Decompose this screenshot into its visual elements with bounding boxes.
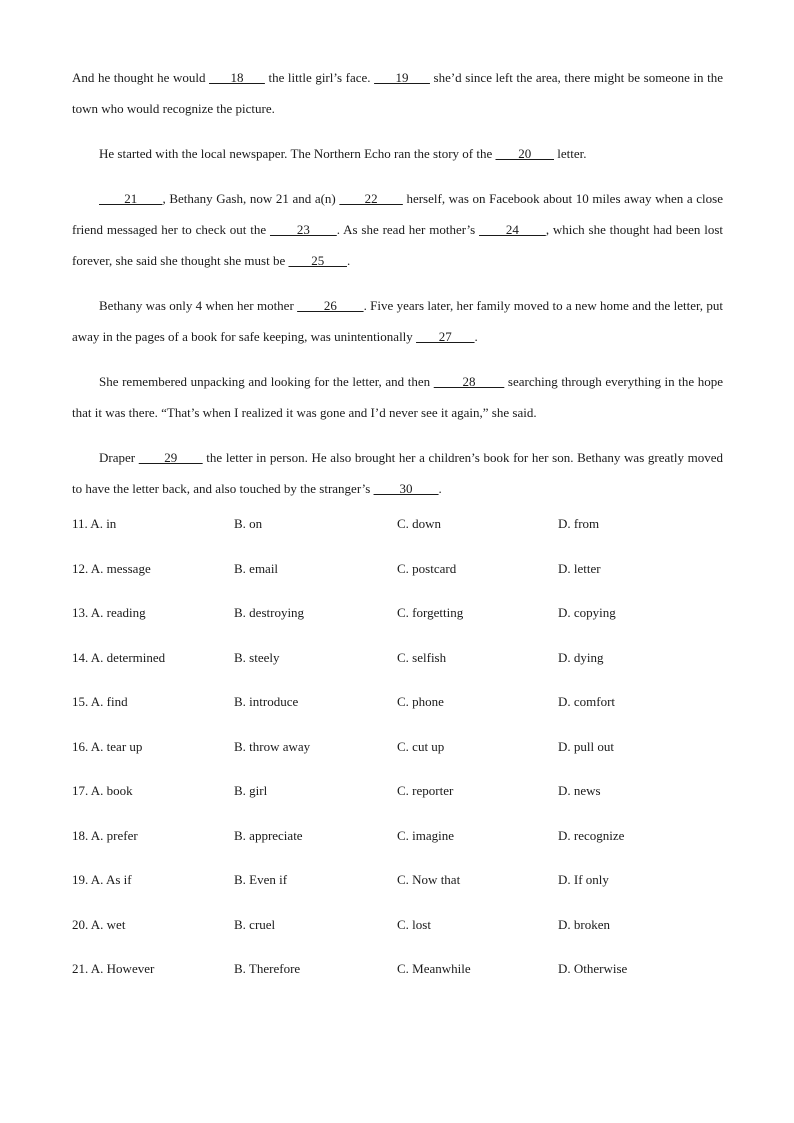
option-d: D. letter bbox=[558, 560, 601, 576]
passage-text: And he thought he would bbox=[72, 70, 210, 85]
option-b: B. Even if bbox=[234, 872, 288, 887]
answer-blank: 26 bbox=[297, 298, 364, 313]
question-row bbox=[72, 739, 723, 784]
option-c: C. down bbox=[397, 516, 442, 531]
option-a: 11. A. in bbox=[72, 516, 117, 531]
passage-text: He started with the local newspaper. The Northern Echo ran the story of the bbox=[99, 146, 496, 161]
passage-text: the little girl’s face. bbox=[264, 70, 375, 85]
passage-text: she’d since left the area, there might be someone in the town who would recognize the picture. bbox=[72, 70, 724, 116]
option-c: C. reporter bbox=[397, 783, 454, 798]
passage-text: letter. bbox=[554, 146, 587, 161]
passage-paragraph bbox=[72, 442, 723, 504]
passage-paragraph bbox=[72, 366, 723, 428]
option-a: 12. A. message bbox=[72, 560, 151, 576]
option-a: 19. A. As if bbox=[72, 872, 132, 887]
answer-options bbox=[72, 516, 723, 1006]
option-b: B. steely bbox=[234, 649, 280, 665]
passage-text: . As she read her mother’s bbox=[336, 222, 480, 237]
option-a: 14. A. determined bbox=[72, 649, 166, 665]
option-b: B. girl bbox=[234, 783, 268, 798]
passage-text: . bbox=[474, 329, 478, 344]
passage bbox=[72, 62, 723, 518]
question-row bbox=[72, 828, 723, 873]
question-row bbox=[72, 917, 723, 962]
option-c: C. phone bbox=[397, 694, 444, 709]
question-row bbox=[72, 605, 723, 650]
passage-text: herself, was on Facebook about 10 miles away when a close friend messaged her to check out the bbox=[72, 191, 723, 237]
passage-text: . bbox=[346, 253, 351, 268]
passage-text: searching through everything in the hope that it was there. “That’s when I realized it was gone and I’d never see it again,” she said. bbox=[72, 374, 724, 420]
answer-blank: 20 bbox=[495, 146, 554, 161]
option-b: B. Therefore bbox=[234, 961, 301, 976]
passage-text: , Bethany Gash, now 21 and a(n) bbox=[162, 191, 340, 206]
answer-blank: 28 bbox=[433, 374, 505, 389]
option-a: 20. A. wet bbox=[72, 916, 126, 932]
option-a: 17. A. book bbox=[72, 783, 133, 798]
option-d: D. copying bbox=[558, 605, 616, 620]
option-d: D. If only bbox=[558, 872, 609, 887]
answer-blank: 22 bbox=[339, 191, 403, 206]
passage-text: Draper bbox=[99, 450, 139, 465]
passage-text: , which she thought had been lost forever, she said she thought she must be bbox=[72, 222, 724, 268]
option-c: C. imagine bbox=[397, 827, 455, 843]
option-d: D. dying bbox=[558, 649, 604, 665]
option-d: D. comfort bbox=[558, 694, 616, 709]
question-row bbox=[72, 872, 723, 917]
option-d: D. from bbox=[558, 516, 600, 531]
option-b: B. introduce bbox=[234, 694, 299, 709]
option-a: 13. A. reading bbox=[72, 605, 146, 620]
answer-blank: 23 bbox=[269, 222, 337, 237]
answer-blank: 19 bbox=[374, 70, 430, 85]
passage-paragraph bbox=[72, 290, 723, 352]
question-row bbox=[72, 694, 723, 739]
option-b: B. email bbox=[234, 560, 279, 576]
answer-blank: 30 bbox=[373, 481, 439, 496]
option-b: B. destroying bbox=[234, 605, 305, 620]
option-a: 21. A. However bbox=[72, 961, 155, 976]
passage-paragraph bbox=[72, 183, 723, 276]
answer-blank: 27 bbox=[416, 329, 475, 344]
passage-text: . Five years later, her family moved to a new home and the letter, put away in the pages of a book for safe keeping, was unintentionally bbox=[72, 298, 723, 344]
passage-text: She remembered unpacking and looking for the letter, and then bbox=[99, 374, 434, 389]
passage-text: Bethany was only 4 when her mother bbox=[99, 298, 298, 313]
option-c: C. postcard bbox=[397, 560, 457, 576]
option-d: D. news bbox=[558, 783, 601, 798]
option-d: D. recognize bbox=[558, 827, 625, 843]
option-c: C. Now that bbox=[397, 872, 461, 887]
option-d: D. broken bbox=[558, 916, 610, 932]
option-b: B. on bbox=[234, 516, 263, 531]
question-row bbox=[72, 516, 723, 561]
answer-blank: 24 bbox=[479, 222, 546, 237]
option-a: 18. A. prefer bbox=[72, 827, 138, 843]
option-c: C. lost bbox=[397, 916, 431, 932]
option-a: 15. A. find bbox=[72, 694, 128, 709]
passage-paragraph bbox=[72, 138, 723, 169]
option-a: 16. A. tear up bbox=[72, 738, 143, 754]
option-b: B. throw away bbox=[234, 738, 311, 754]
option-c: C. Meanwhile bbox=[397, 961, 471, 976]
option-c: C. forgetting bbox=[397, 605, 464, 620]
question-row bbox=[72, 783, 723, 828]
option-d: D. pull out bbox=[558, 738, 614, 754]
question-row bbox=[72, 650, 723, 695]
question-row bbox=[72, 961, 723, 1006]
option-c: C. cut up bbox=[397, 738, 445, 754]
option-d: D. Otherwise bbox=[558, 961, 628, 976]
passage-text: . bbox=[438, 481, 442, 496]
question-row bbox=[72, 561, 723, 606]
answer-blank: 29 bbox=[138, 450, 203, 465]
answer-blank: 25 bbox=[288, 253, 347, 268]
passage-text: the letter in person. He also brought her a children’s book for her son. Bethany was greatly moved to have the letter back, and also touched by the stranger’s bbox=[72, 450, 724, 496]
passage-paragraph bbox=[72, 62, 723, 124]
answer-blank: 18 bbox=[209, 70, 265, 85]
option-c: C. selfish bbox=[397, 649, 447, 665]
option-b: B. cruel bbox=[234, 916, 276, 932]
answer-blank: 21 bbox=[99, 191, 163, 206]
option-b: B. appreciate bbox=[234, 827, 303, 843]
